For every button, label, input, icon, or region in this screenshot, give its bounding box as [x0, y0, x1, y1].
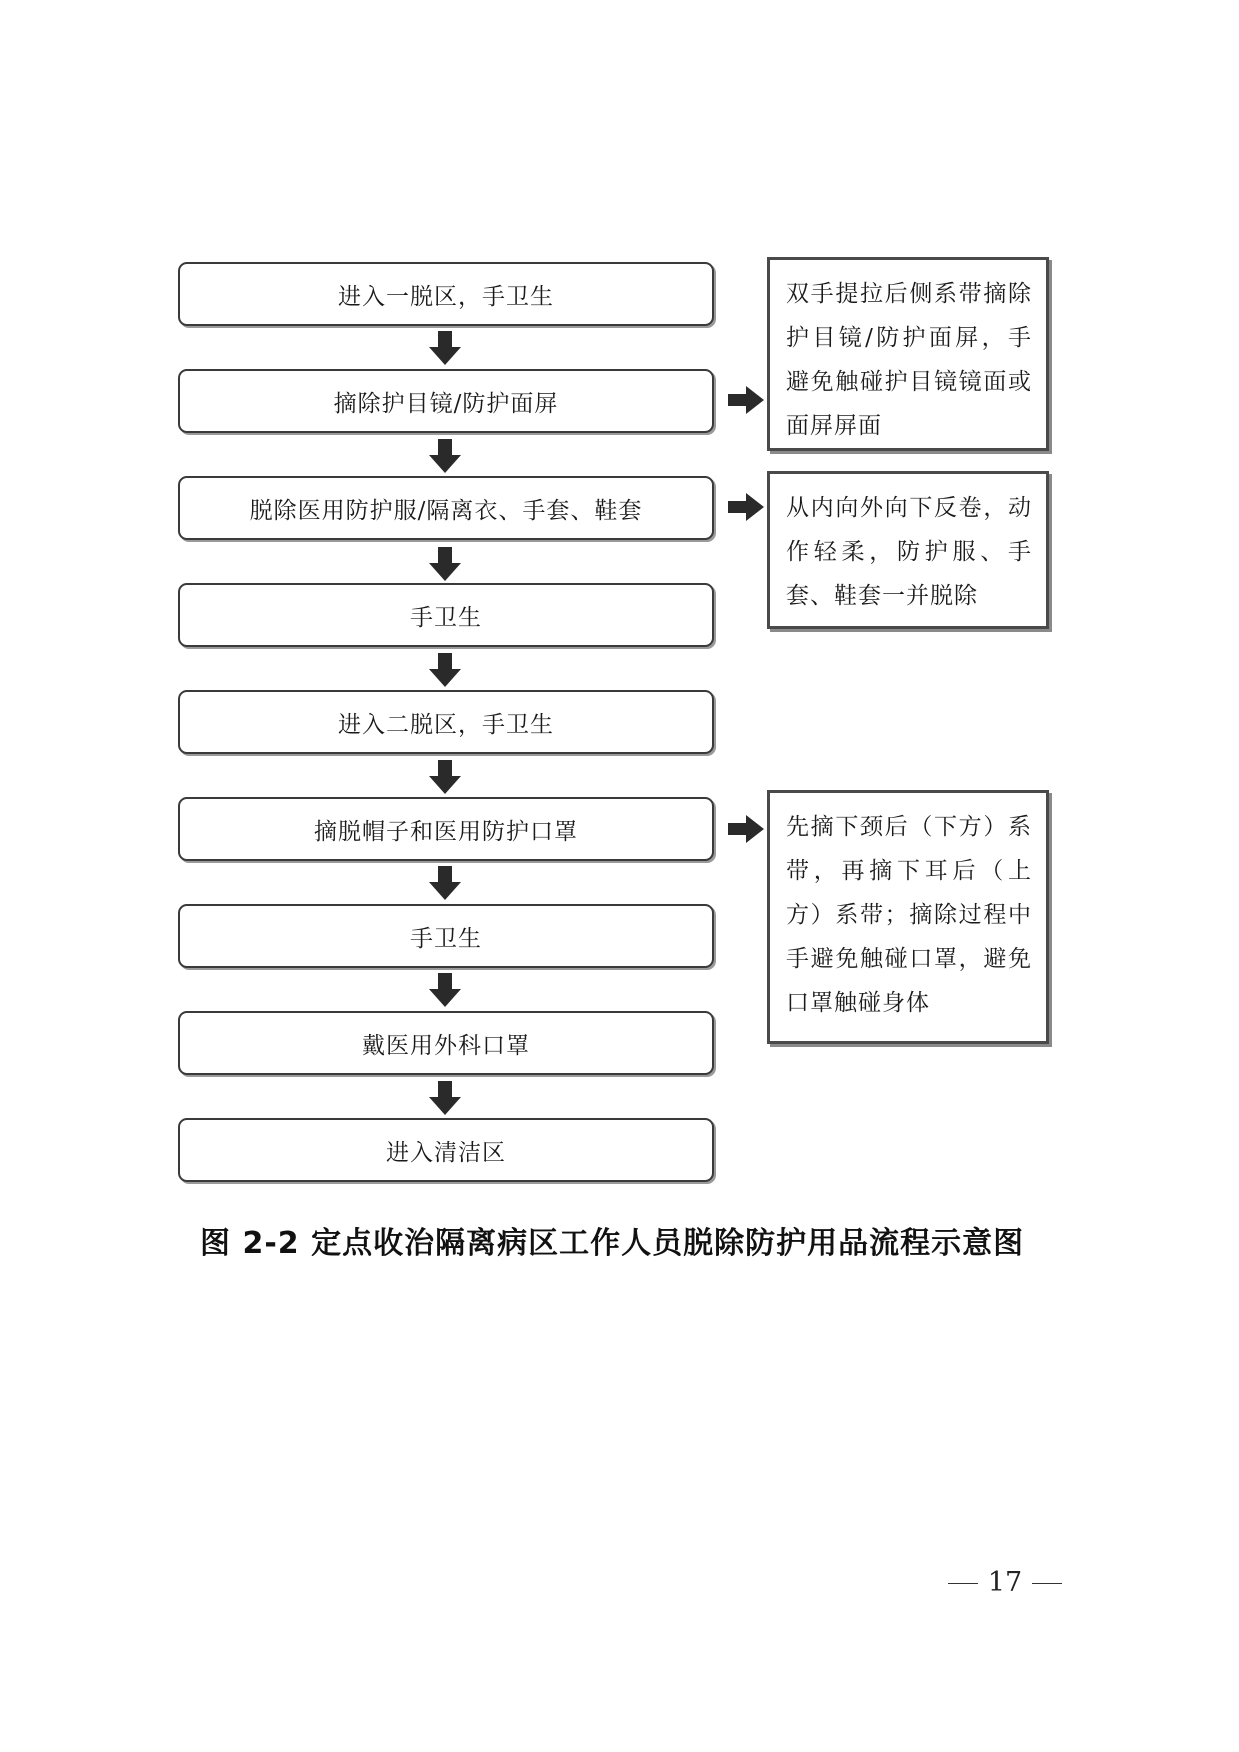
- flow-step-2: 摘除护目镜/防护面屏: [178, 369, 714, 433]
- figure-caption: 图 2-2 定点收治隔离病区工作人员脱除防护用品流程示意图: [200, 1226, 1025, 1261]
- flow-step-1: 进入一脱区，手卫生: [178, 262, 714, 326]
- flow-step-3: 脱除医用防护服/隔离衣、手套、鞋套: [178, 476, 714, 540]
- right-arrow-icon: [728, 386, 764, 414]
- down-arrow-icon: [427, 760, 463, 794]
- down-arrow-icon: [427, 653, 463, 687]
- flow-step-7: 手卫生: [178, 904, 714, 968]
- flow-step-5: 进入二脱区，手卫生: [178, 690, 714, 754]
- down-arrow-icon: [427, 439, 463, 473]
- down-arrow-icon: [427, 973, 463, 1007]
- down-arrow-icon: [427, 866, 463, 900]
- page-number: 17: [987, 1567, 1023, 1598]
- down-arrow-icon: [427, 331, 463, 365]
- flow-step-9: 进入清洁区: [178, 1118, 714, 1182]
- flow-step-4: 手卫生: [178, 583, 714, 647]
- flow-step-6: 摘脱帽子和医用防护口罩: [178, 797, 714, 861]
- dash-left: [948, 1583, 978, 1584]
- note-mask: 先摘下颈后（下方）系带，再摘下耳后（上方）系带；摘除过程中手避免触碰口罩，避免口罩触碰身体: [767, 790, 1049, 1044]
- right-arrow-icon: [728, 815, 764, 843]
- page-number-footer: [935, 1567, 1075, 1598]
- flow-step-8: 戴医用外科口罩: [178, 1011, 714, 1075]
- down-arrow-icon: [427, 547, 463, 581]
- note-gown: 从内向外向下反卷，动作轻柔，防护服、手套、鞋套一并脱除: [767, 471, 1049, 629]
- dash-right: [1032, 1583, 1062, 1584]
- down-arrow-icon: [427, 1081, 463, 1115]
- right-arrow-icon: [728, 493, 764, 521]
- note-goggles: 双手提拉后侧系带摘除护目镜/防护面屏，手避免触碰护目镜镜面或面屏屏面: [767, 257, 1049, 451]
